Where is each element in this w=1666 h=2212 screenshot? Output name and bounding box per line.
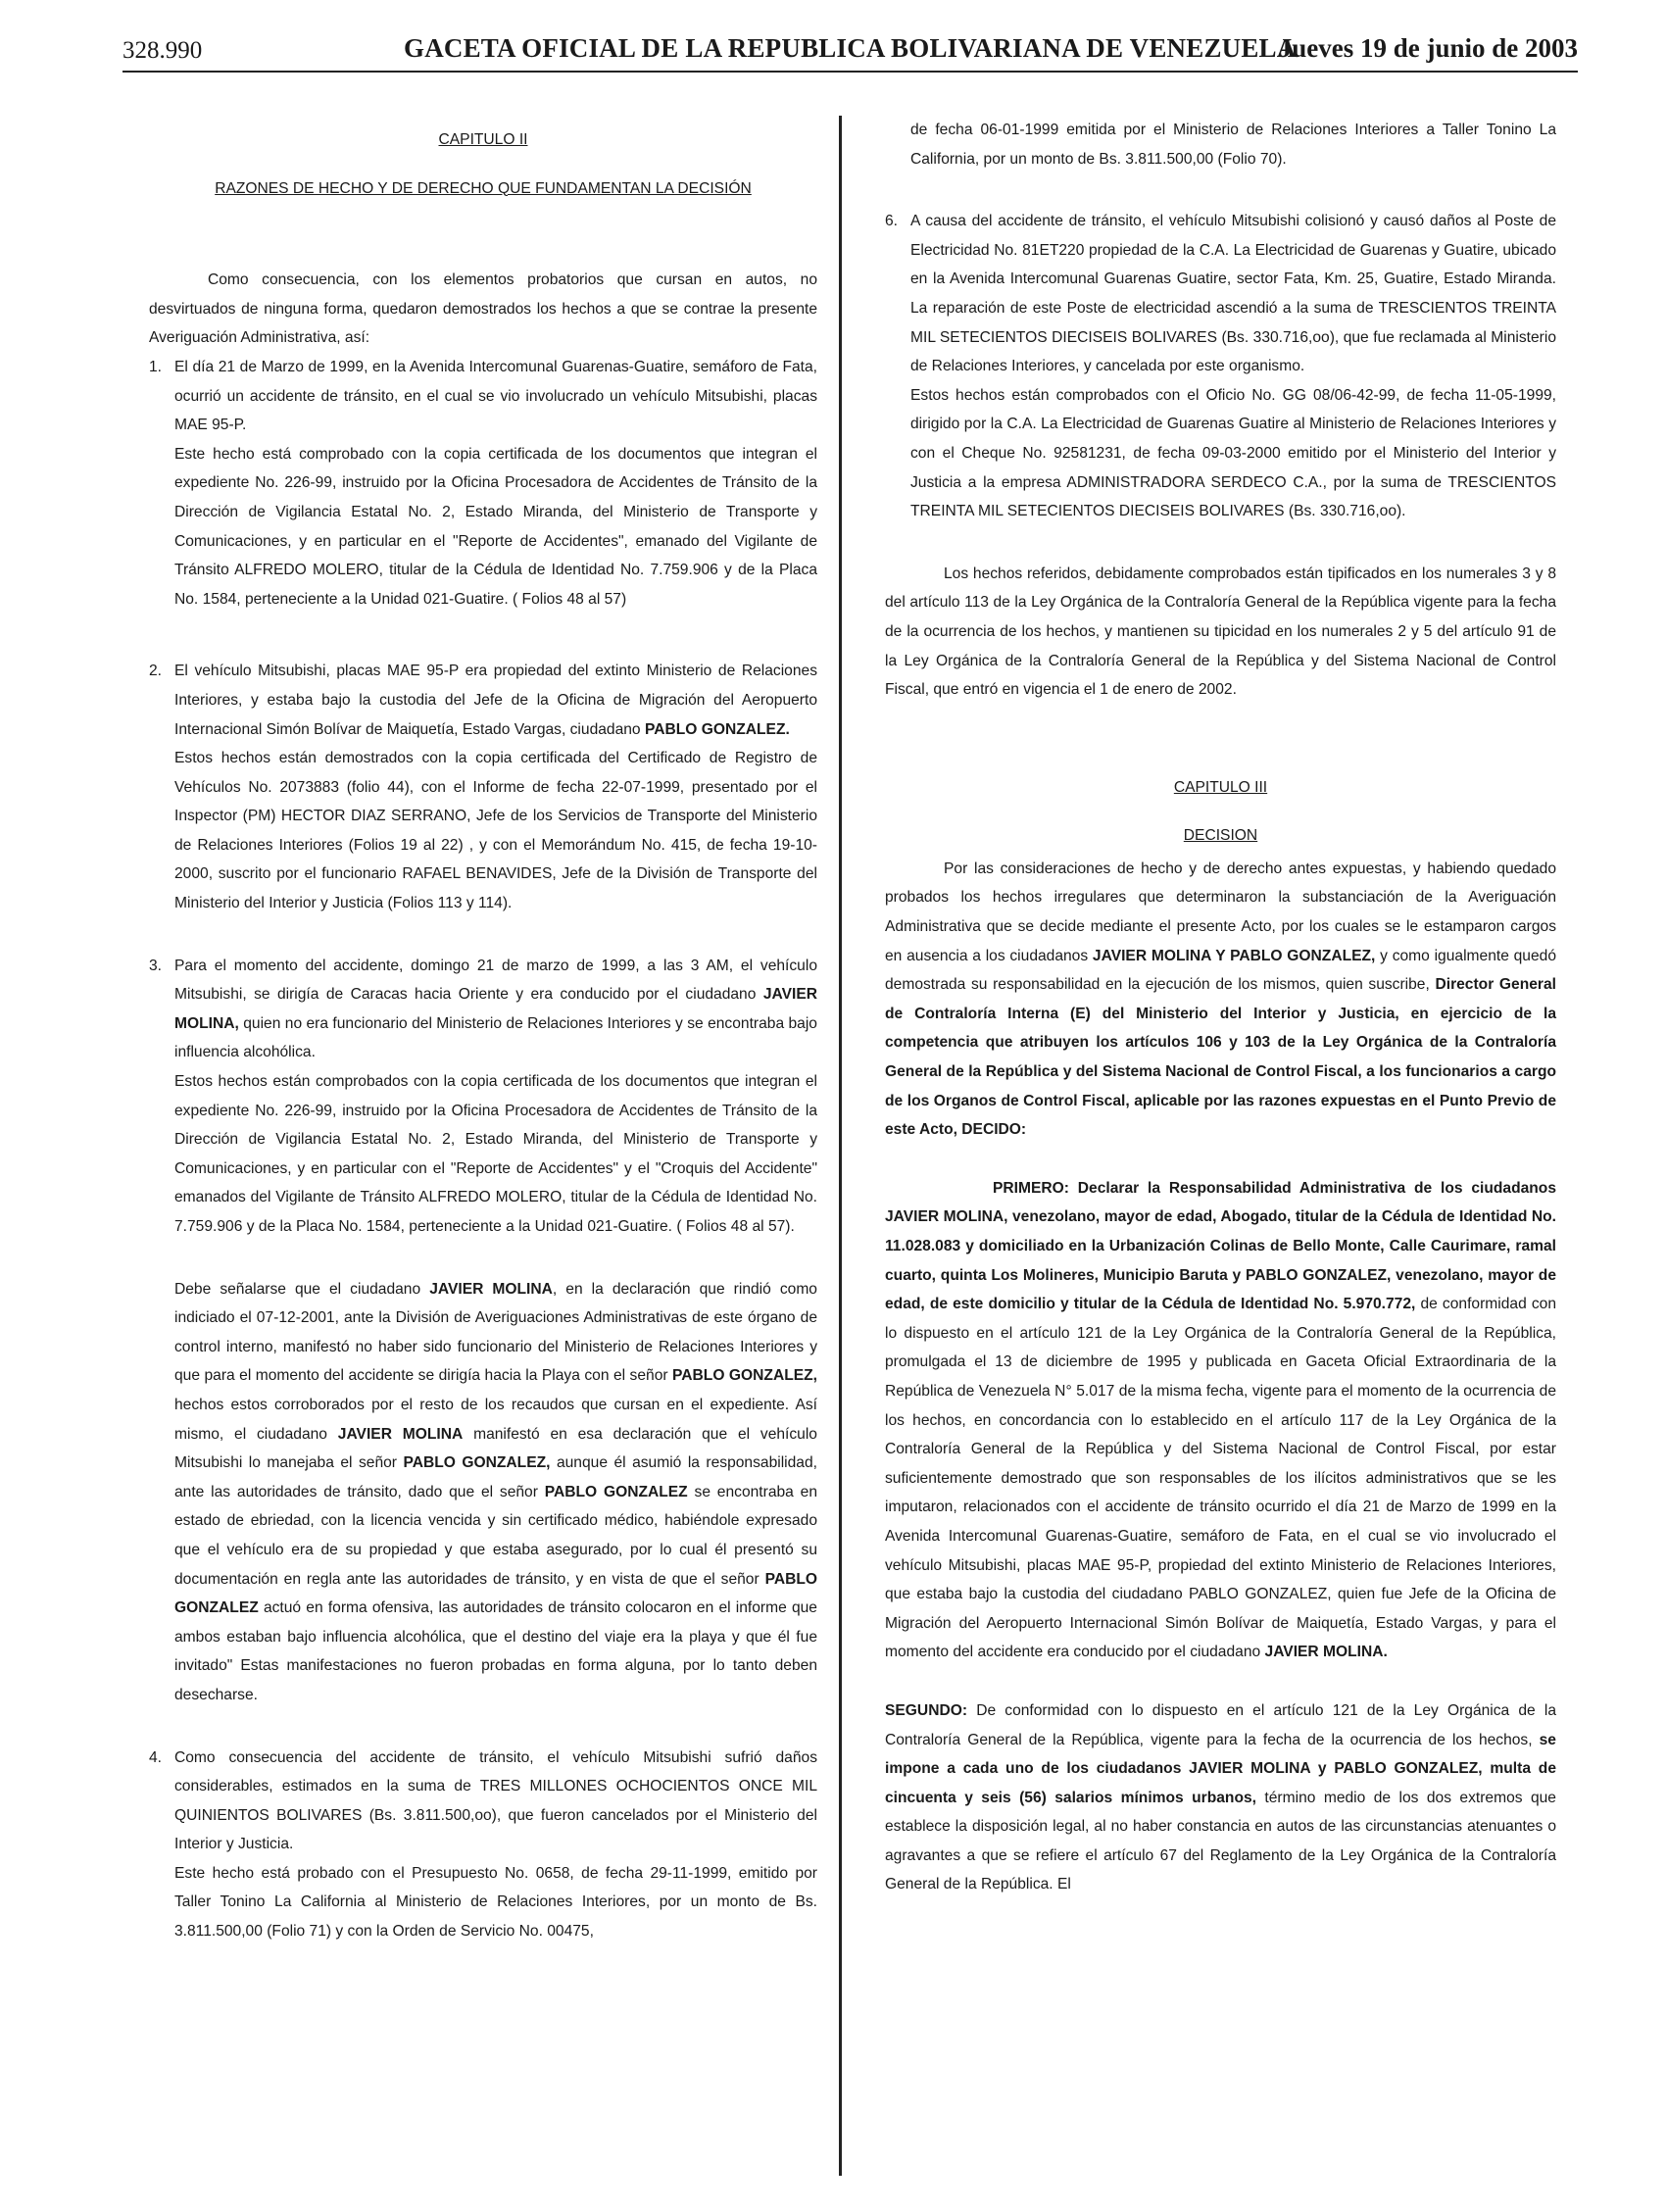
page-number: 328.990 [122,37,203,64]
fact-2-proof: Estos hechos están demostrados con la copia certificada del Certificado de Registro de Vehículos No. 2073883 (folio 44), con el Informe de fecha 22-07-1999, presentado por el Inspector (PM) HECTOR DIAZ SERRANO, Jefe de los Servicios de Transporte del Ministerio de Relaciones Interiores (Folios 19 al 22) , y con el Memorándum No. 415, de fecha 19-10-2000, suscrito por el funcionario RAFAEL BENAVIDES, Jefe de la División de Transporte del Ministerio del Interior y Justicia (Folios 113 y 114). [174,750,817,912]
primero-end: JAVIER MOLINA. [1264,1644,1388,1661]
fact-4-text: Como consecuencia del accidente de tránsito, el vehículo Mitsubishi sufrió daños considerables, estimados en la suma de TRES MILLONES OCHOCIENTOS ONCE MIL QUINIENTOS BOLIVARES (Bs. 3.811.500,oo), que fueron cancelados por el Ministerio del Interior y Justicia. [174,1748,817,1853]
fact-2-text [174,657,817,744]
note-part-d: manifestó en esa declaración que el vehículo Mitsubishi lo manejaba el señor [174,1425,817,1472]
chapter-ii-subtitle: RAZONES DE HECHO Y DE DERECHO QUE FUNDAMENTAN LA DECISIÓN [215,179,752,197]
issue-date: Jueves 19 de junio de 2003 [1278,33,1578,63]
decision-part-a: Por las consideraciones de hecho y de derecho antes expuestas, y habiendo quedado probados los hechos irregulares que determinaron la substanciación de la Averiguación Administrativa que se decide mediante el presente Acto, por los cuales se le estamparon cargos en ausencia a los ciudadanos [885,860,1556,964]
fact-1-number: 1. [149,358,163,375]
segundo-label: SEGUNDO: [885,1701,968,1719]
fact-5-continuation [885,116,1556,173]
chapter-ii-title: CAPITULO II [438,131,528,148]
segundo-part-b: término medio de los dos extremos que establece la disposición legal, al no haber constancia en autos de las circunstancias atenuantes o agravantes a que se refiere el artículo 67 del Reglamento de la Ley Orgánica de la Contraloría General de la República. El [885,1789,1556,1893]
decision-names: JAVIER MOLINA Y PABLO GONZALEZ, [1092,947,1376,964]
decision-paragraph [885,855,1556,1145]
fact-4 [149,1744,817,1946]
note-part-c: hechos estos corroborados por el resto de los recaudos que cursan en el expediente. Así mismo, el ciudadano [174,1396,817,1443]
note-name-1: JAVIER MOLINA [429,1280,553,1298]
fact-3-text-b: quien no era funcionario del Ministerio de Relaciones Interiores y se encontraba bajo influencia alcohólica. [174,1014,817,1061]
fact-1-text: El día 21 de Marzo de 1999, en la Avenida Intercomunal Guarenas-Guatire, semáforo de Fata, ocurrió un accidente de tránsito, en el cual se vio involucrado un vehículo Mitsubishi, placas MAE 95-P. [174,358,817,434]
fact-1 [149,353,817,614]
primero-rest: de conformidad con lo dispuesto en el artículo 121 de la Ley Orgánica de la Contraloría General de la República, promulgada el 13 de diciembre de 1995 y publicada en Gaceta Oficial Extraordinaria de la República de Venezuela N° 5.017 de la misma fecha, vigente para el momento de la ocurrencia de los hechos, en concordancia con lo establecido en el artículo 117 de la Ley Orgánica de la Contraloría General de la República y del Sistema Nacional de Control Fiscal, por estar suficientemente demostrado que son responsables de los ilícitos administrativos que se les imputaron, relacionados con el accidente de tránsito ocurrido el día 21 de Marzo de 1999 en la Avenida Intercomunal Guarenas-Guatire, semáforo de Fata, en el cual se vio involucrado el vehículo Mitsubishi, placas MAE 95-P, propiedad del extinto Ministerio de Relaciones Interiores, que estaba bajo la custodia del ciudadano PABLO GONZALEZ, quien fue Jefe de la Oficina de Migración del Aeropuerto Internacional Simón Bolívar de Maiquetía, Estado Vargas, y para el momento del accidente era conducido por el ciudadano [885,1296,1556,1661]
segundo-paragraph [885,1696,1556,1899]
primero-label: PRIMERO: [993,1179,1069,1197]
note-part-f: se encontraba en estado de ebriedad, con la licencia vencida y sin certificado médico, habiéndole expresado que el vehículo era de su propiedad y que estaba asegurado, por lo cual él presentó su documentación en regla ante las autoridades de tránsito, y en vista de que el señor [174,1483,817,1588]
note-name-5: PABLO GONZALEZ [544,1483,688,1500]
fact-4-number: 4. [149,1748,163,1766]
fact-6-text: A causa del accidente de tránsito, el vehículo Mitsubishi colisionó y causó daños al Poste de Electricidad No. 81ET220 propiedad de la C.A. La Electricidad de Guarenas y Guatire, ubicado en la Avenida Intercomunal Guarenas Guatire, sector Fata, Km. 25, Guatire, Estado Miranda. La reparación de este Poste de electricidad ascendió a la suma de TRESCIENTOS TREINTA MIL SETECIENTOS DIECISEIS BOLIVARES (Bs. 330.716,oo), que fue reclamada al Ministerio de Relaciones Interiores, y cancelada por este organismo. [910,213,1556,375]
note-part-e: aunque él asumió la responsabilidad, ante las autoridades de tránsito, dado que el señor [174,1454,817,1500]
column-divider [839,116,842,2176]
primero-bold-text: Declarar la Responsabilidad Administrativa de los ciudadanos JAVIER MOLINA, venezolano, mayor de edad, Abogado, titular de la Cédula de Identidad No. 11.028.083 y domiciliado en la Urbanización Colinas de Bello Monte, Calle Caurimare, ramal cuarto, quinta Los Molineres, Municipio Baruta y PABLO GONZALEZ, venezolano, mayor de edad, de este domicilio y titular de la Cédula de Identidad No. 5.970.772, [885,1179,1556,1313]
legal-basis-paragraph: Los hechos referidos, debidamente comprobados están tipificados en los numerales 3 y 8 del artículo 113 de la Ley Orgánica de la Contraloría General de la República vigente para la fecha de la ocurrencia de los hechos, y mantienen su tipicidad en los numerales 2 y 5 del artículo 91 de la Ley Orgánica de la Contraloría General de la República y del Sistema Nacional de Control Fiscal, que entró en vigencia el 1 de enero de 2002. [885,565,1556,699]
decision-title: DECISION [1183,827,1258,845]
intro-paragraph: Como consecuencia, con los elementos probatorios que cursan en autos, no desvirtuados de ninguna forma, quedaron demostrados los hechos a que se contrae la presente Averiguación Administrativa, así: [149,271,817,347]
fact-2 [149,657,817,917]
decision-authority: Director General de Contraloría Interna (E) del Ministerio del Interior y Justicia, en ejercicio de la competencia que atribuyen los artículos 106 y 103 de la Ley Orgánica de la Contraloría General de la República y del Sistema Nacional de Control Fiscal, a los funcionarios a cargo de los Organos de Control Fiscal, aplicable por las razones expuestas en el Punto Previo de este Acto, DECIDO: [885,976,1556,1139]
fact-3-text [174,952,817,1067]
fact-1-proof: Este hecho está comprobado con la copia certificada de los documentos que integran el expediente No. 226-99, instruido por la Oficina Procesadora de Accidentes de Tránsito de la Dirección de Vigilancia Estatal No. 2, Estado Miranda, del Ministerio de Transporte y Comunicaciones, y en particular en el "Reporte de Accidentes", emanado del Vigilante de Tránsito ALFREDO MOLERO, titular de la Cédula de Identidad No. 7.759.906 y de la Placa No. 1584, perteneciente a la Unidad 021-Guatire. ( Folios 48 al 57) [174,445,817,608]
page-header [122,33,1578,69]
note-name-2: PABLO GONZALEZ, [672,1367,818,1385]
left-column [149,116,817,1946]
fact-5-continuation-text: de fecha 06-01-1999 emitida por el Ministerio de Relaciones Interiores a Taller Tonino La California, por un monto de Bs. 3.811.500,00 (Folio 70). [910,122,1556,168]
note-part-b: , en la declaración que rindió como indiciado el 07-12-2001, ante la División de Averiguaciones Administrativas de este órgano de control interno, manifestó no haber sido funcionario del Ministerio de Relaciones Interiores y que para el momento del accidente se dirigía hacia la Playa con el señor [174,1280,817,1385]
declaration-note-text [174,1275,817,1710]
fact-2-name: PABLO GONZALEZ. [644,720,790,738]
fact-3-number: 3. [149,957,163,974]
segundo-bold: se impone a cada uno de los ciudadanos JAVIER MOLINA y PABLO GONZALEZ, multa de cincuenta y seis (56) salarios mínimos urbanos, [885,1731,1556,1806]
primero-paragraph [885,1174,1556,1667]
fact-3-text-a: Para el momento del accidente, domingo 21 de marzo de 1999, a las 3 AM, el vehículo Mitsubishi, se dirigía de Caracas hacia Oriente y era conducido por el ciudadano [174,957,817,1004]
declaration-note [149,1275,817,1710]
fact-3 [149,952,817,1242]
chapter-iii-title: CAPITULO III [1173,778,1268,796]
fact-2-number: 2. [149,663,163,680]
right-column [885,116,1556,1899]
fact-6-proof: Estos hechos están comprobados con el Oficio No. GG 08/06-42-99, de fecha 11-05-1999, dirigido por la C.A. La Electricidad de Guarenas Guatire al Ministerio de Relaciones Interiores y con el Cheque No. 92581231, de fecha 09-03-2000 emitido por el Ministerio del Interior y Justicia a la empresa ADMINISTRADORA SERDECO C.A., por la suma de TRESCIENTOS TREINTA MIL SETECIENTOS DIECISEIS BOLIVARES (Bs. 330.716,oo). [910,386,1556,520]
fact-6-number: 6. [885,213,899,230]
note-name-3: JAVIER MOLINA [337,1425,464,1443]
segundo-part-a: De conformidad con lo dispuesto en el artículo 121 de la Ley Orgánica de la Contraloría General de la República, vigente para la fecha de la ocurrencia de los hechos, [885,1701,1556,1748]
fact-3-proof: Estos hechos están comprobados con la copia certificada de los documentos que integran el expediente No. 226-99, instruido por la Oficina Procesadora de Accidentes de Tránsito de la Dirección de Vigilancia Estatal No. 2, Estado Miranda, del Ministerio de Transporte y Comunicaciones, y en particular con el "Reporte de Accidentes" y el "Croquis del Accidente" emanados del Vigilante de Tránsito ALFREDO MOLERO, titular de la Cédula de Identidad No. 7.759.906 y de la Placa No. 1584, perteneciente a la Unidad 021-Guatire. ( Folios 48 al 57). [174,1073,817,1235]
note-part-a: Debe señalarse que el ciudadano [174,1280,421,1298]
fact-2-text-a: El vehículo Mitsubishi, placas MAE 95-P era propiedad del extinto Ministerio de Relaciones Interiores, y estaba bajo la custodia del Jefe de la Oficina de Migración del Aeropuerto Internacional Simón Bolívar de Maiquetía, Estado Vargas, ciudadano [174,663,817,738]
note-part-g: actuó en forma ofensiva, las autoridades de tránsito colocaron en el informe que ambos estaban bajo influencia alcohólica, que el destino del viaje era la playa y que él fue invitado" Estas manifestaciones no fueron probadas en forma alguna, por lo tanto deben desecharse. [174,1599,817,1703]
note-name-4: PABLO GONZALEZ, [403,1454,551,1472]
fact-3-name: JAVIER MOLINA, [174,986,817,1032]
fact-4-proof: Este hecho está probado con el Presupuesto No. 0658, de fecha 29-11-1999, emitido por Taller Tonino La California al Ministerio de Relaciones Interiores, por un monto de Bs. 3.811.500,00 (Folio 71) y con la Orden de Servicio No. 00475, [174,1864,817,1941]
note-name-6: PABLO GONZALEZ [174,1570,817,1617]
decision-part-b: y como igualmente quedó demostrada su responsabilidad en la ejecución de los mismos, quien suscribe, [885,947,1556,994]
fact-6 [885,207,1556,526]
gazette-title: GACETA OFICIAL DE LA REPUBLICA BOLIVARIANA DE VENEZUELA [404,33,1297,63]
header-rule [122,71,1578,73]
